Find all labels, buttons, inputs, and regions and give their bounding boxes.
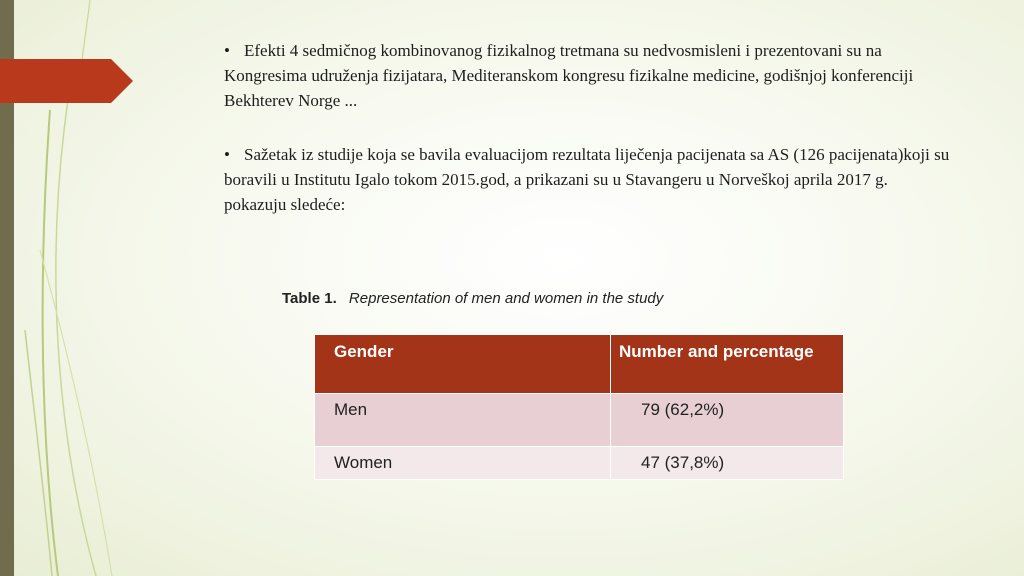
bullet-text: Sažetak iz studije koja se bavila evaluacijom rezultata liječenja pacijenata sa AS (126 pacijenata)koji su boravili u Institutu Igalo tokom 2015.god, a prikazani su u Stavangeru u Norveškoj aprila 2017 g. pokazuju sledeće:	[224, 145, 950, 214]
cell-count: 79 (62,2%)	[611, 394, 844, 447]
header-gender: Gender	[315, 335, 611, 394]
deco-line	[40, 250, 112, 576]
table-header-row	[315, 335, 844, 394]
caption-text: Representation of men and women in the study	[348, 290, 664, 307]
bullet-point-1	[224, 38, 954, 113]
table-row	[315, 394, 844, 447]
cell-gender: Men	[315, 394, 611, 447]
cell-count: 47 (37,8%)	[611, 447, 844, 480]
deco-line	[56, 100, 96, 576]
table-caption	[282, 290, 663, 307]
bullet-symbol: •	[224, 145, 230, 164]
deco-line	[25, 330, 52, 576]
gender-table	[314, 334, 844, 480]
cell-gender: Women	[315, 447, 611, 480]
caption-number: Table 1.	[282, 290, 337, 307]
table-row	[315, 447, 844, 480]
bullet-text: Efekti 4 sedmičnog kombinovanog fizikalnog tretmana su nedvosmisleni i prezentovani su na Kongresima udruženja fizijatara, Mediteranskom kongresu fizikalne medicine, godišnjoj konferenciji Bekhterev Norge ...	[224, 41, 914, 110]
bullet-symbol: •	[224, 41, 230, 60]
red-arrow-shape	[0, 59, 133, 103]
header-number-percentage: Number and percentage	[611, 335, 844, 394]
bullet-point-2	[224, 142, 954, 217]
